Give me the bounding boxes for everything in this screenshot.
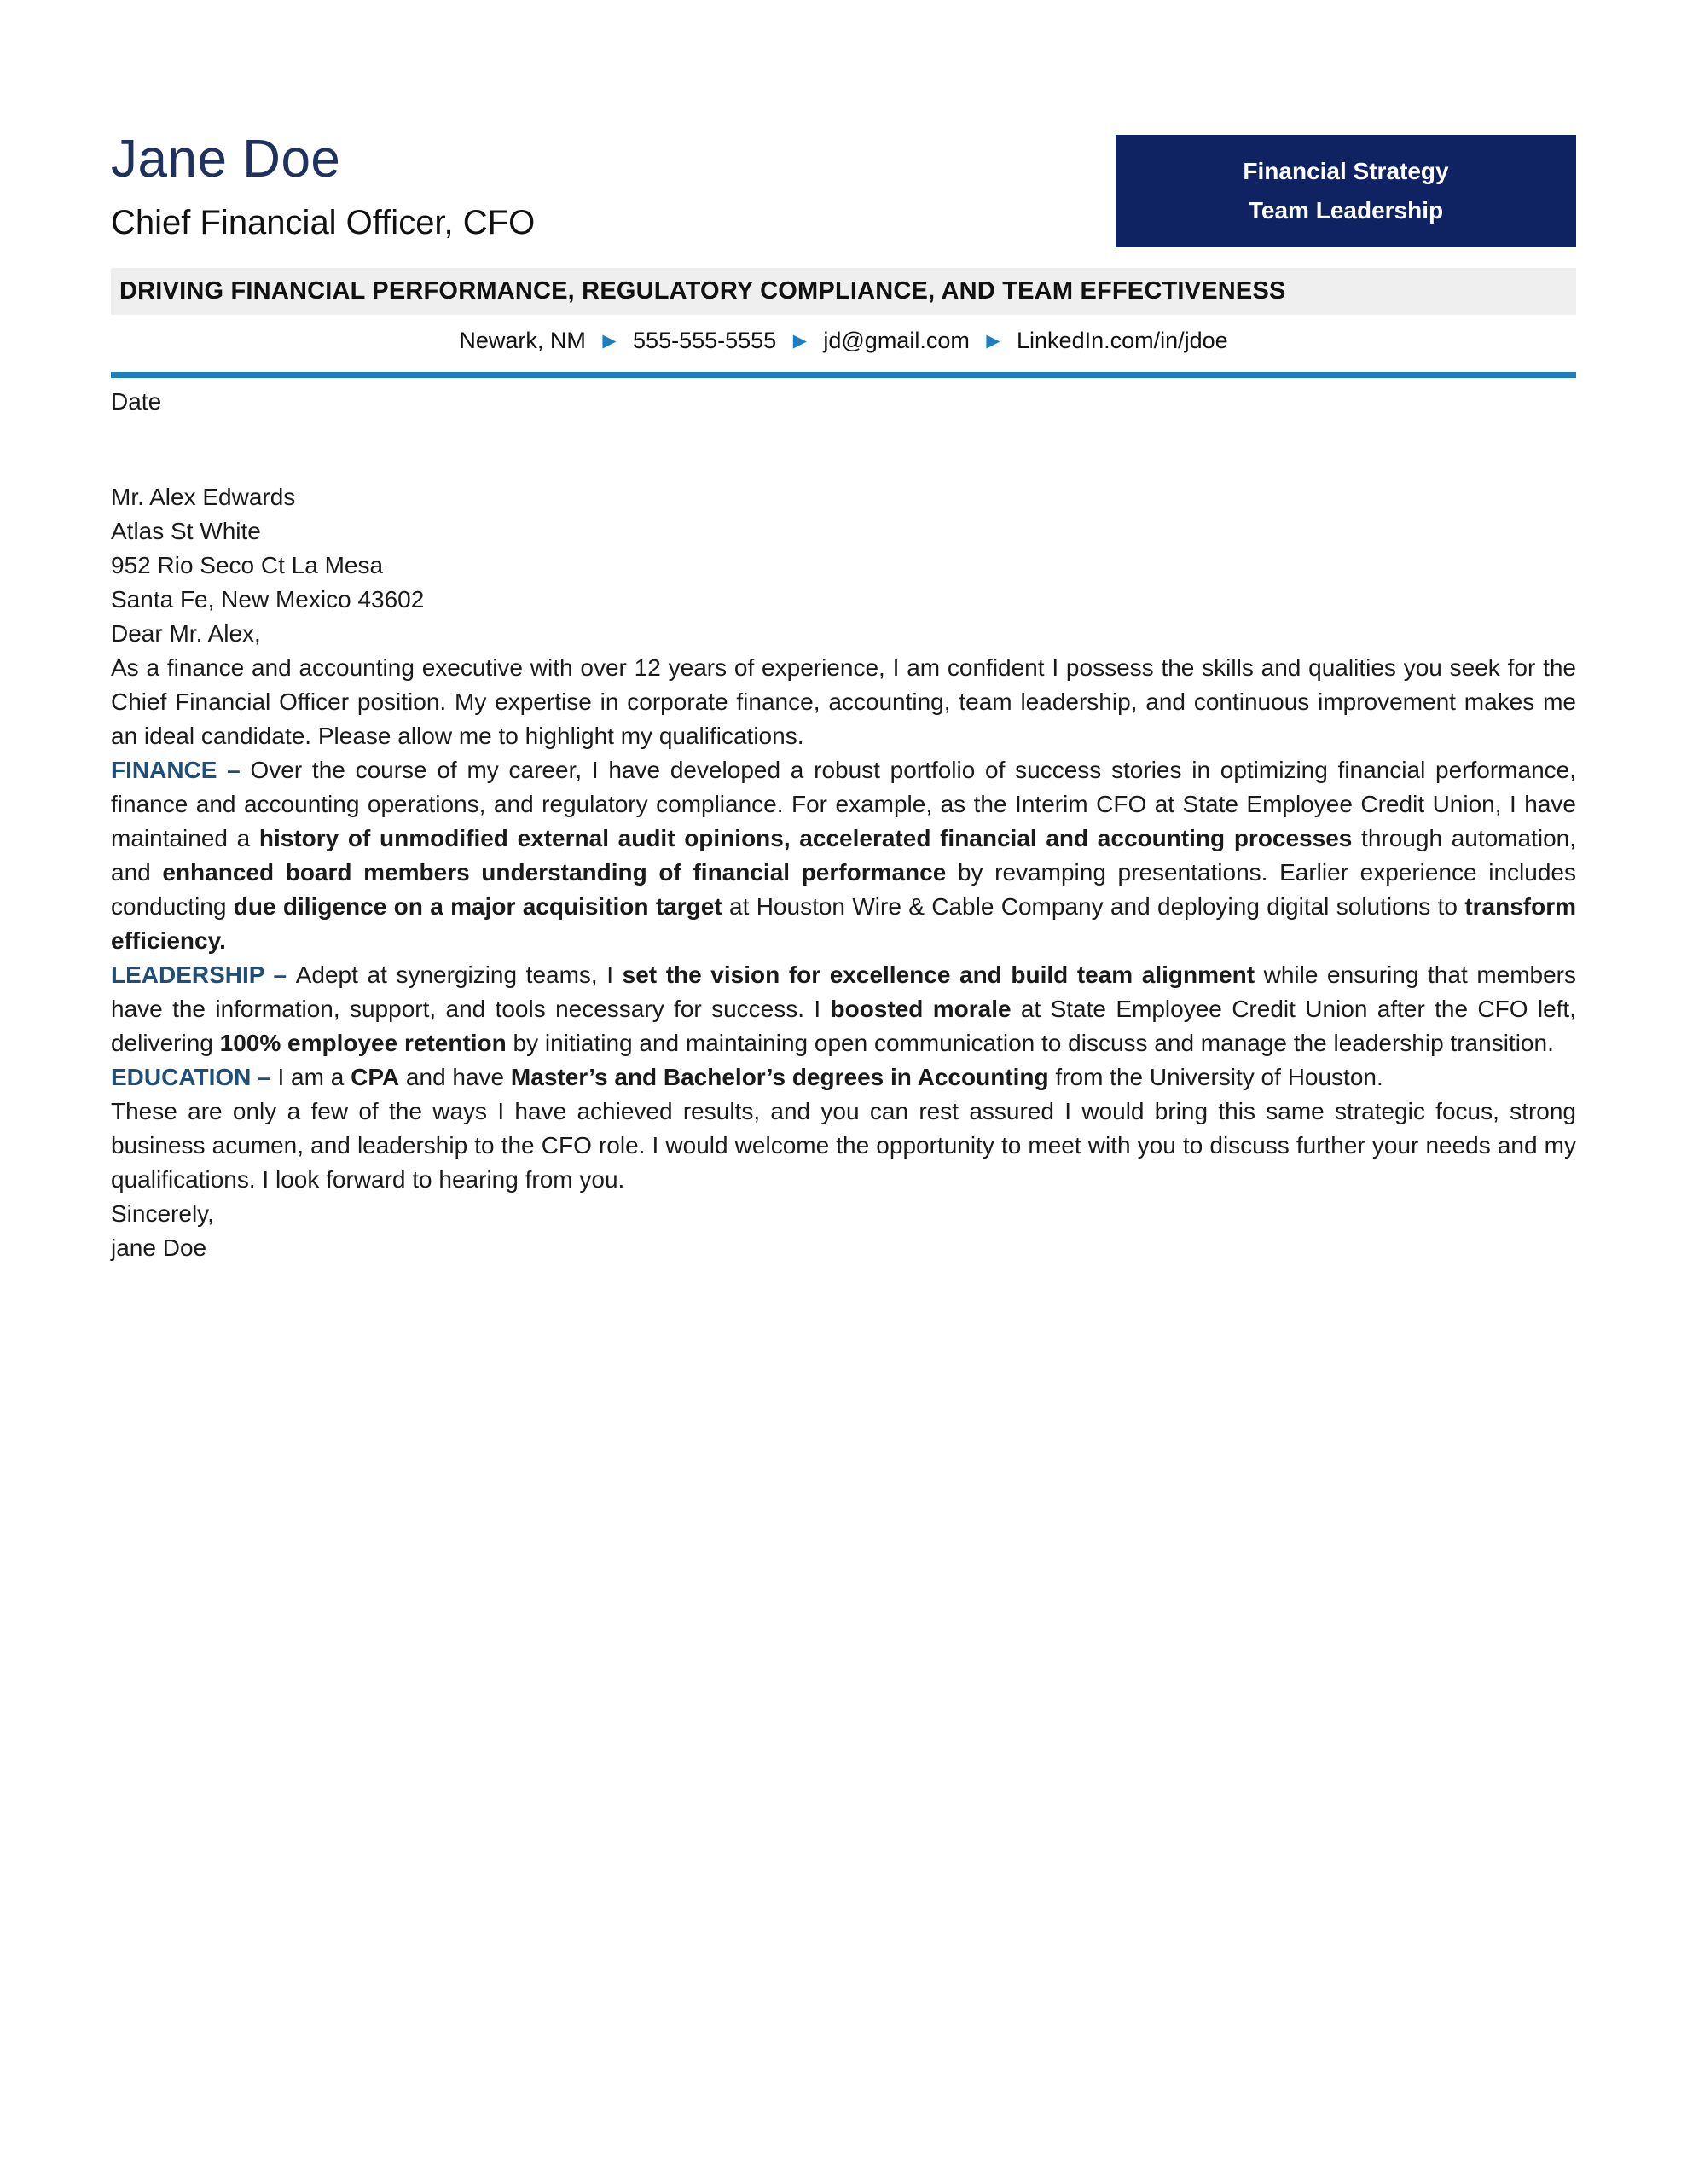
recipient-city: Santa Fe, New Mexico 43602 [111,586,425,613]
highlight-item-team-leadership: Team Leadership [1248,197,1444,224]
recipient-street: 952 Rio Seco Ct La Mesa [111,552,384,578]
contact-separator-icon: ▶ [792,331,807,351]
applicant-title: Chief Financial Officer, CFO [111,204,536,242]
signature: jane Doe [111,1234,207,1261]
closing: Sincerely, [111,1200,214,1227]
applicant-name: Jane Doe [111,130,341,189]
letter-body [111,385,1576,1265]
date-line: Date [111,388,162,415]
body-paragraph-education: EDUCATION – I am a CPA and have Master’s and Bachelor’s degrees in Accounting from the University of Houston. [111,1064,1383,1090]
body-paragraph-intro: As a finance and accounting executive with over 12 years of experience, I am confident I possess the skills and qualities you seek for the Chief Financial Officer position. My expertise in corporate finance, accounting, team leadership, and continuous improvement makes me an ideal candidate. Please allow me to highlight my qualifications. [111,654,1576,749]
divider-rule [111,372,1576,378]
contact-phone: 555-555-5555 [633,328,777,353]
letter-header [111,128,1576,247]
body-paragraph-finance: FINANCE – Over the course of my career, I have developed a robust portfolio of success stories in optimizing financial performance, finance and accounting operations, and regulatory compliance. For example, as the Interim CFO at State Employee Credit Union, I have maintained a history of unmodified external audit opinions, accelerated financial and accounting processes through automation, and enhanced board members understanding of financial performance by revamping presentations. Earlier experience includes conducting due diligence on a major acquisition target at Houston Wire & Cable Company and deploying digital solutions to transform efficiency. [111,757,1577,954]
body-paragraph-leadership: LEADERSHIP – Adept at synergizing teams, I set the vision for excellence and build team alignment while ensuring that members have the information, support, and tools necessary for success. I boosted morale at State Employee Credit Union after the CFO left, delivering 100% employee retention by initiating and maintaining open communication to discuss and manage the leadership transition. [111,961,1577,1056]
contact-separator-icon: ▶ [986,331,1000,351]
recipient-company: Atlas St White [111,518,261,544]
recipient-name: Mr. Alex Edwards [111,484,296,510]
contact-separator-icon: ▶ [602,331,617,351]
contact-email: jd@gmail.com [823,328,970,353]
skills-highlight-box [1116,135,1576,247]
salutation: Dear Mr. Alex, [111,620,261,647]
highlight-item-financial-strategy: Financial Strategy [1243,158,1449,185]
tagline-banner: DRIVING FINANCIAL PERFORMANCE, REGULATORY COMPLIANCE, AND TEAM EFFECTIVENESS [111,268,1576,315]
contact-linkedin: LinkedIn.com/in/jdoe [1017,328,1228,353]
contact-line [111,323,1576,358]
applicant-identity [111,128,535,244]
body-paragraph-closing: These are only a few of the ways I have achieved results, and you can rest assured I would bring this same strategic focus, strong business acumen, and leadership to the CFO role. I would welcome the opportunity to meet with you to discuss further your needs and my qualifications. I look forward to hearing from you. [111,1098,1576,1193]
recipient-block [111,480,1576,617]
contact-location: Newark, NM [459,328,586,353]
